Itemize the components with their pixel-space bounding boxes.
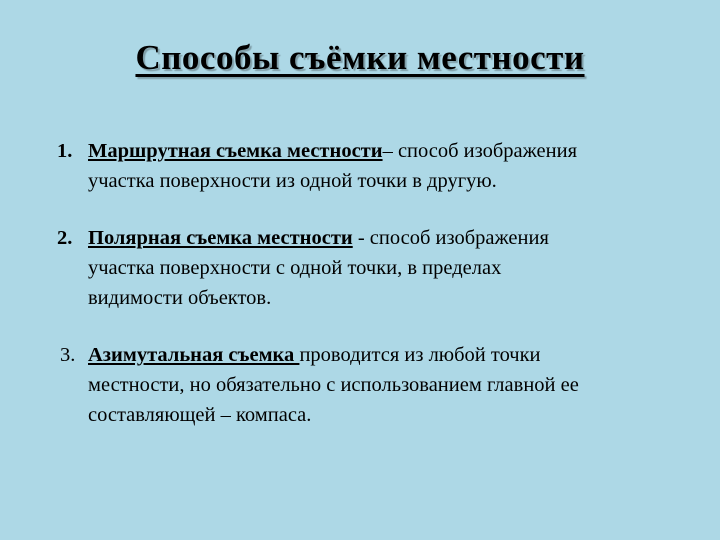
list-item-line: местности, но обязательно с использованием главной ее — [88, 374, 579, 396]
list-item-polar-survey — [0, 223, 720, 313]
list-item-route-survey — [0, 136, 720, 196]
list-item-line: участка поверхности с одной точки, в пределах — [88, 257, 502, 279]
list-item-number: 1. — [57, 140, 73, 162]
list-item-text — [88, 136, 688, 196]
list-item-text — [88, 340, 688, 430]
list-item-line: - способ изображения — [352, 227, 549, 249]
list-item-line: участка поверхности из одной точки в другую. — [88, 170, 497, 192]
list-item-term: Азимутальная съемка — [88, 344, 300, 366]
list-item-term: Полярная съемка местности — [88, 227, 353, 249]
list-item-number: 3. — [60, 344, 76, 366]
list-item-number: 2. — [57, 227, 73, 249]
list-item-term: Маршрутная съемка местности — [88, 140, 383, 162]
list-item-line: – способ изображения — [382, 140, 578, 162]
slide-title: Способы съёмки местности — [135, 38, 585, 77]
list-item-line: проводится из любой точки — [299, 344, 541, 366]
list-item-text — [88, 223, 688, 313]
list-item-azimuth-survey — [0, 340, 720, 430]
list-item-line: видимости объектов. — [88, 287, 272, 309]
list-item-line: составляющей – компаса. — [88, 404, 312, 426]
